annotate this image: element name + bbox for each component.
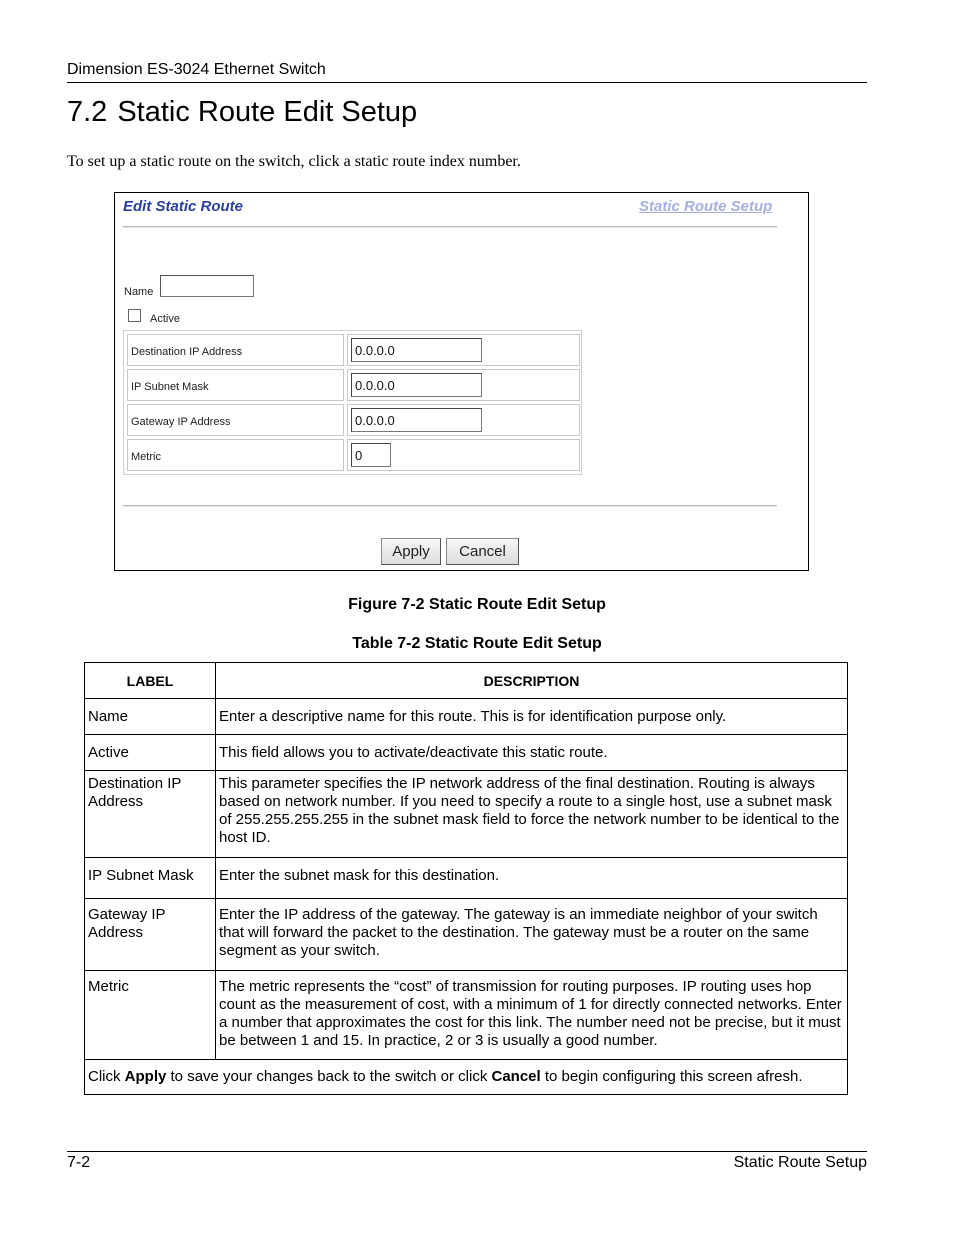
table-caption: Table 7-2 Static Route Edit Setup bbox=[352, 635, 602, 652]
table-header-row bbox=[85, 663, 848, 699]
subnet-mask-input[interactable]: 0.0.0.0 bbox=[351, 373, 482, 397]
metric-label: Metric bbox=[131, 451, 161, 463]
description-column-header: DESCRIPTION bbox=[216, 663, 848, 699]
table-row bbox=[85, 858, 848, 899]
table-footer-row bbox=[85, 1060, 848, 1095]
row-description: Enter the subnet mask for this destination. bbox=[216, 858, 848, 899]
row-label: Name bbox=[85, 699, 216, 735]
gateway-ip-input[interactable]: 0.0.0.0 bbox=[351, 408, 482, 432]
destination-ip-input[interactable]: 0.0.0.0 bbox=[351, 338, 482, 362]
screen-title: Edit Static Route bbox=[123, 198, 244, 215]
chapter-title: Static Route Setup bbox=[733, 1154, 867, 1171]
header-divider bbox=[67, 82, 867, 83]
active-checkbox[interactable] bbox=[128, 309, 141, 322]
metric-input[interactable]: 0 bbox=[351, 443, 391, 467]
intro-paragraph: To set up a static route on the switch, click a static route index number. bbox=[67, 153, 521, 170]
route-fields-table bbox=[123, 330, 582, 475]
row-description: The metric represents the “cost” of transmission for routing purposes. IP routing uses hop count as the measurement of cost, with a minimum of 1 for directly connected networks. Enter a number that approximates the cost for this link. The number need not be precise, but it must be between 1 and 15. In practice, 2 or 3 is usually a good number. bbox=[216, 971, 848, 1060]
row-description: This parameter specifies the IP network address of the final destination. Routing is always based on network number. If you need to specify a route to a single host, use a subnet mask of 255.255.255.255 in the subnet mask field to force the network number to be identical to the host ID. bbox=[216, 771, 848, 858]
section-title: Static Route Edit Setup bbox=[117, 96, 418, 128]
row-description: This field allows you to activate/deactivate this static route. bbox=[216, 735, 848, 771]
row-label: Metric bbox=[85, 971, 216, 1060]
table-row bbox=[85, 771, 848, 858]
row-label: Gateway IP Address bbox=[85, 899, 216, 971]
active-label: Active bbox=[150, 313, 180, 325]
table-row bbox=[85, 971, 848, 1060]
section-heading bbox=[67, 96, 417, 129]
cancel-button[interactable]: Cancel bbox=[446, 538, 519, 565]
running-header: Dimension ES-3024 Ethernet Switch bbox=[67, 61, 326, 78]
row-label: Destination IP Address bbox=[85, 771, 216, 858]
figure-caption: Figure 7-2 Static Route Edit Setup bbox=[348, 596, 606, 613]
bottom-divider bbox=[123, 505, 777, 507]
apply-emphasis: Apply bbox=[124, 1068, 167, 1085]
gateway-ip-label: Gateway IP Address bbox=[131, 416, 231, 428]
apply-button[interactable]: Apply bbox=[381, 538, 441, 565]
name-input[interactable] bbox=[160, 275, 254, 297]
name-label: Name bbox=[124, 286, 154, 298]
row-description: Enter a descriptive name for this route. This is for identification purpose only. bbox=[216, 699, 848, 735]
table-row bbox=[85, 899, 848, 971]
table-footer-note: Click Apply to save your changes back to the switch or click Cancel to begin configuring this screen afresh. bbox=[85, 1060, 848, 1095]
destination-ip-label: Destination IP Address bbox=[131, 346, 243, 358]
description-table bbox=[84, 662, 848, 1095]
label-column-header: LABEL bbox=[85, 663, 216, 699]
top-divider bbox=[123, 226, 777, 228]
cancel-emphasis: Cancel bbox=[491, 1068, 541, 1085]
row-label: IP Subnet Mask bbox=[85, 858, 216, 899]
table-row bbox=[85, 735, 848, 771]
row-label: Active bbox=[85, 735, 216, 771]
footer-divider bbox=[67, 1151, 867, 1152]
row-description: Enter the IP address of the gateway. The gateway is an immediate neighbor of your switch that will forward the packet to the destination. The gateway must be a router on the same segment as your switch. bbox=[216, 899, 848, 971]
subnet-mask-label: IP Subnet Mask bbox=[131, 381, 209, 393]
page-number: 7-2 bbox=[67, 1154, 91, 1171]
section-number: 7.2 bbox=[67, 96, 108, 128]
static-route-setup-link[interactable]: Static Route Setup bbox=[639, 198, 773, 215]
figure-screenshot bbox=[114, 192, 809, 571]
table-row bbox=[85, 699, 848, 735]
